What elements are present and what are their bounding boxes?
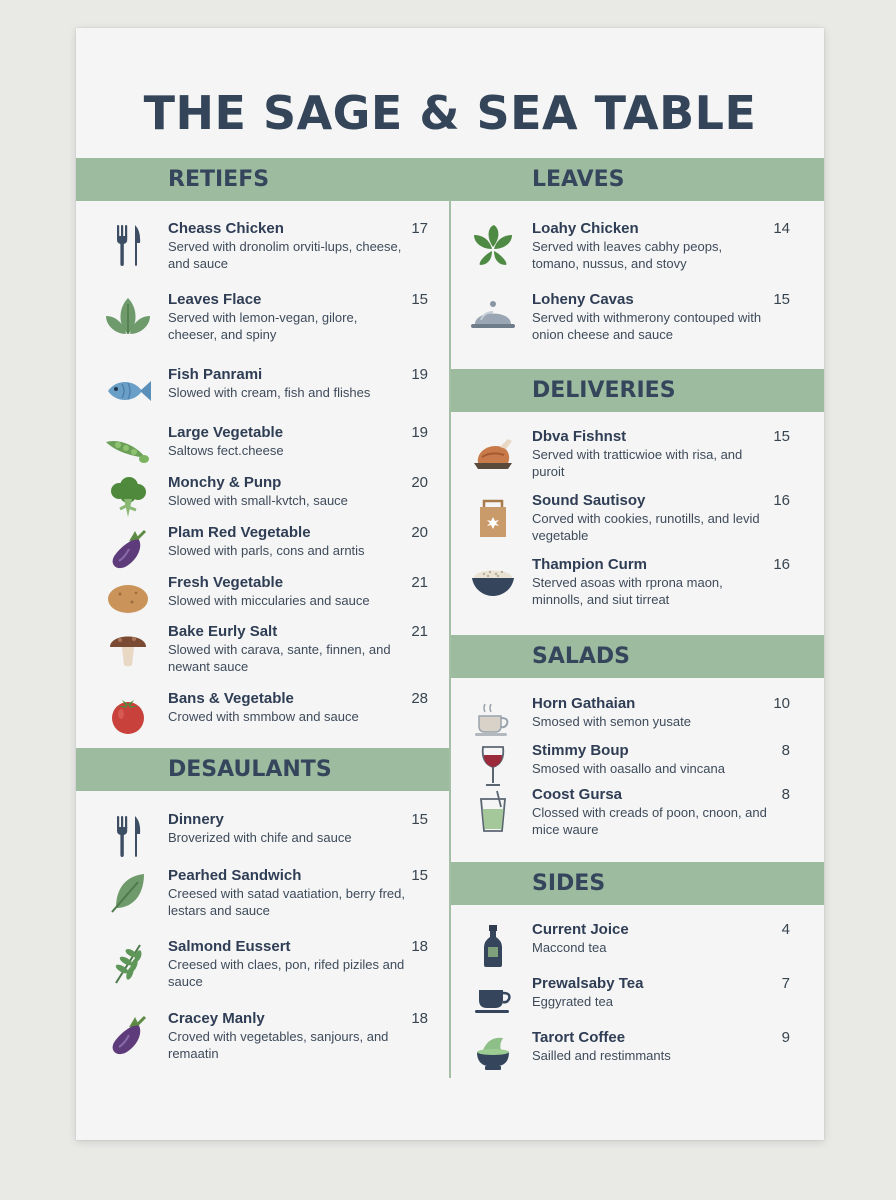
item-description: Maccond tea	[532, 940, 607, 955]
item-price: 15	[773, 291, 790, 308]
herb-sprig-icon	[104, 939, 152, 987]
item-name: Thampion Curm	[532, 556, 647, 573]
item-description: Slowed with parls, cons and arntis	[168, 543, 365, 558]
item-price: 21	[411, 574, 428, 591]
item-price: 16	[773, 556, 790, 573]
item-price: 9	[781, 1029, 790, 1046]
rice-bowl-icon	[469, 557, 517, 605]
section-heading: DELIVERIES	[532, 378, 676, 403]
item-name: Cheass Chicken	[168, 220, 284, 237]
item-price: 20	[411, 524, 428, 541]
item-name: Stimmy Boup	[532, 742, 629, 759]
item-name: Large Vegetable	[168, 424, 284, 441]
item-name: Fresh Vegetable	[168, 574, 284, 591]
item-name: Leaves Flace	[168, 291, 262, 308]
item-description: Broverized with chife and sauce	[168, 830, 352, 845]
item-name: Salmond Eussert	[168, 938, 291, 955]
item-name: Cracey Manly	[168, 1010, 265, 1027]
eggplant-icon	[104, 1011, 152, 1059]
section-header-leaves	[449, 158, 824, 201]
item-price: 19	[411, 424, 428, 441]
item-name: Plam Red Vegetable	[168, 524, 311, 541]
mushroom-icon	[104, 624, 152, 672]
item-price: 7	[781, 975, 790, 992]
section-header-deliveries	[449, 369, 824, 412]
item-price: 15	[411, 291, 428, 308]
item-description: Served with dronolim orviti-lups, cheese, and sauce	[168, 239, 402, 271]
item-description: Saltows fect.cheese	[168, 443, 284, 458]
item-name: Tarort Coffee	[532, 1029, 626, 1046]
section-header-desaulants	[76, 748, 449, 791]
item-description: Served with lemon-vegan, gilore, cheeser, and spiny	[168, 310, 358, 342]
fish-icon	[104, 367, 152, 415]
fork-knife-icon	[104, 221, 152, 269]
item-price: 15	[411, 811, 428, 828]
item-price: 15	[411, 867, 428, 884]
item-description: Slowed with cream, fish and flishes	[168, 385, 371, 400]
item-description: Sailled and restimmants	[532, 1048, 671, 1063]
item-name: Dinnery	[168, 811, 224, 828]
item-name: Current Joice	[532, 921, 629, 938]
item-price: 10	[773, 695, 790, 712]
paper-bag-icon	[469, 493, 517, 541]
matcha-bowl-icon	[469, 1030, 517, 1078]
item-price: 15	[773, 428, 790, 445]
item-description: Corved with cookies, runotills, and levid vegetable	[532, 511, 760, 543]
item-name: Coost Gursa	[532, 786, 623, 803]
item-price: 21	[411, 623, 428, 640]
bottle-icon	[469, 922, 517, 970]
item-description: Clossed with creads of poon, cnoon, and mice waure	[532, 805, 767, 837]
item-description: Slowed with miccularies and sauce	[168, 593, 370, 608]
broccoli-icon	[104, 475, 152, 523]
item-price: 28	[411, 690, 428, 707]
item-name: Monchy & Punp	[168, 474, 282, 491]
item-name: Pearhed Sandwich	[168, 867, 302, 884]
item-name: Sound Sautisoy	[532, 492, 646, 509]
item-description: Eggyrated tea	[532, 994, 613, 1009]
column-divider	[449, 200, 451, 1078]
roast-icon	[469, 429, 517, 477]
item-description: Crowed with smmbow and sauce	[168, 709, 359, 724]
item-name: Horn Gathaian	[532, 695, 636, 712]
item-description: Smosed with semon yusate	[532, 714, 691, 729]
item-name: Bans & Vegetable	[168, 690, 294, 707]
item-description: Creesed with claes, pon, rifed piziles and sauce	[168, 957, 405, 989]
item-price: 16	[773, 492, 790, 509]
section-heading: RETIEFS	[168, 167, 270, 192]
item-price: 14	[773, 220, 790, 237]
item-description: Slowed with small-kvtch, sauce	[168, 493, 348, 508]
item-description: Slowed with carava, sante, finnen, and newant sauce	[168, 642, 391, 674]
section-header-sides	[449, 862, 824, 905]
menu-title: THE SAGE & SEA TABLE	[143, 86, 757, 140]
juice-glass-icon	[469, 787, 517, 835]
item-name: Bake Eurly Salt	[168, 623, 278, 640]
section-heading: DESAULANTS	[168, 757, 332, 782]
wine-glass-icon	[469, 743, 517, 791]
item-price: 19	[411, 366, 428, 383]
section-header-retiefs	[76, 158, 449, 201]
section-heading: SALADS	[532, 644, 631, 669]
item-name: Loahy Chicken	[532, 220, 639, 237]
item-price: 20	[411, 474, 428, 491]
item-price: 18	[411, 938, 428, 955]
section-heading: SIDES	[532, 871, 606, 896]
item-name: Prewalsaby Tea	[532, 975, 644, 992]
item-name: Dbva Fishnst	[532, 428, 627, 445]
section-heading: LEAVES	[532, 167, 625, 192]
eggplant-icon	[104, 525, 152, 573]
item-price: 18	[411, 1010, 428, 1027]
section-header-salads	[449, 635, 824, 678]
item-price: 8	[781, 742, 790, 759]
item-description: Served with tratticwioe with risa, and puroit	[532, 447, 743, 479]
item-name: Loheny Cavas	[532, 291, 634, 308]
tomato-icon	[104, 691, 152, 739]
teacup-icon	[469, 976, 517, 1024]
item-price: 17	[411, 220, 428, 237]
item-description: Served with withmerony contouped with onion cheese and sauce	[532, 310, 762, 342]
cloche-icon	[469, 292, 517, 340]
basil-icon	[469, 221, 517, 269]
item-description: Smosed with oasallo and vincana	[532, 761, 725, 776]
item-price: 4	[781, 921, 790, 938]
item-description: Croved with vegetables, sanjours, and remaatin	[168, 1029, 389, 1061]
peapod-icon	[104, 425, 152, 473]
item-description: Served with leaves cabhy peops, tomano, nussus, and stovy	[532, 239, 723, 271]
potato-icon	[104, 575, 152, 623]
item-description: Creesed with satad vaatiation, berry fred, lestars and sauce	[168, 886, 406, 918]
coffee-cup-icon	[469, 696, 517, 744]
item-description: Sterved asoas with rprona maon, minnolls, and siut tirreat	[532, 575, 723, 607]
item-name: Fish Panrami	[168, 366, 263, 383]
leaves-icon	[104, 292, 152, 340]
fork-knife-icon	[104, 812, 152, 860]
item-price: 8	[781, 786, 790, 803]
leaf-icon	[104, 868, 152, 916]
